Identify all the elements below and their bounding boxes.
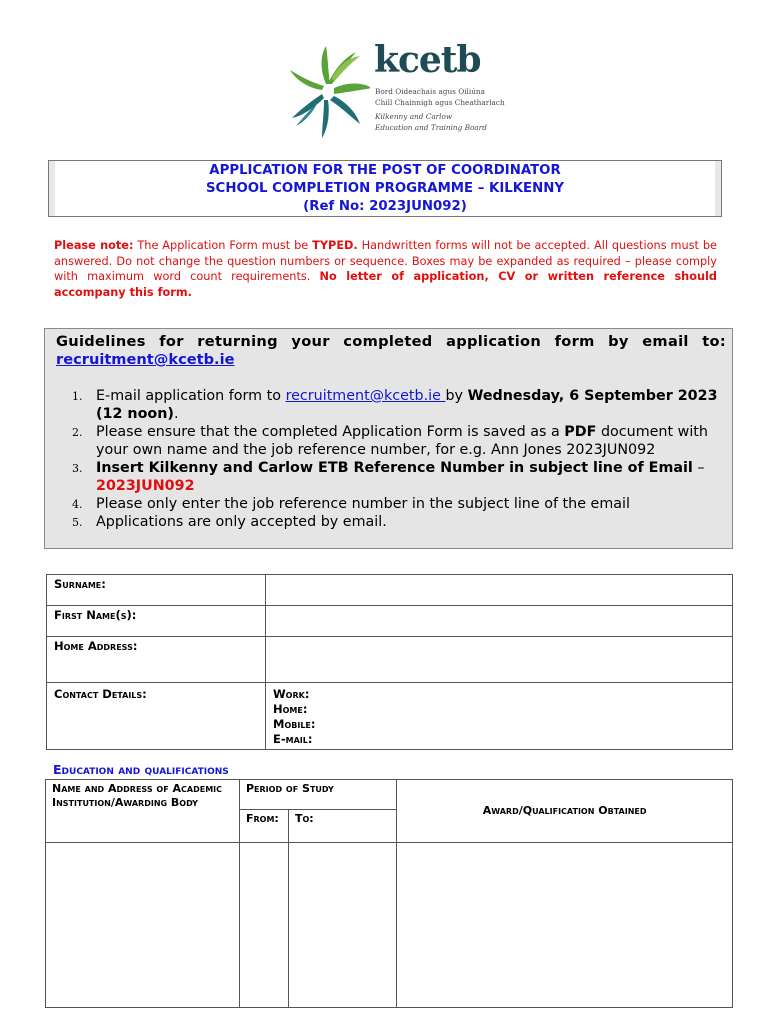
list-item: [56, 423, 732, 459]
mobile-label: Mobile:: [273, 717, 316, 731]
brand-name: kcetb: [374, 39, 481, 81]
kcetb-logo: [290, 38, 505, 142]
contact-details-field[interactable]: [266, 683, 733, 750]
note-typed: TYPED.: [312, 239, 358, 252]
home-address-label: Home Address:: [47, 637, 266, 683]
reference-number: 2023JUN092: [96, 478, 195, 494]
logo-line-3: Kilkenny and Carlow: [375, 112, 453, 121]
item-text: by: [445, 388, 468, 404]
logo-line-1: Bord Oideachais agus Oiliúna: [375, 87, 485, 96]
item-bold-text: Insert Kilkenny and Carlow ETB Reference Number in subject line of Email: [96, 460, 693, 476]
item-number: 2.: [72, 426, 83, 439]
item-number: 1.: [72, 390, 83, 403]
surname-label: Surname:: [47, 575, 266, 606]
item-number: 4.: [72, 498, 83, 511]
education-table: [45, 779, 733, 1008]
pdf-text: PDF: [564, 424, 597, 440]
education-heading: Education and qualifications: [53, 762, 229, 777]
home-address-field[interactable]: [266, 637, 733, 683]
guidelines-box: [44, 328, 733, 549]
logo-line-4: Education and Training Board: [375, 123, 487, 132]
surname-field[interactable]: [266, 575, 733, 606]
title-line-3: (Ref No: 2023JUN092): [303, 199, 467, 214]
item-text: E-mail application form to: [96, 388, 286, 404]
institution-cell[interactable]: [46, 843, 240, 1008]
title-line-1: APPLICATION FOR THE POST OF COORDINATOR: [209, 163, 561, 178]
list-item: [56, 459, 732, 495]
logo-line-2: Chill Chainnigh agus Cheatharlach: [375, 98, 505, 107]
item-text: –: [692, 460, 705, 476]
to-header: To:: [289, 810, 397, 843]
work-label: Work:: [273, 687, 310, 701]
first-names-field[interactable]: [266, 606, 733, 637]
item-number: 5.: [72, 516, 83, 529]
swirl-logo-icon: [290, 42, 370, 142]
item-number: 3.: [72, 462, 83, 475]
item-text: Please only enter the job reference number in the subject line of the email: [96, 496, 630, 512]
from-header: From:: [240, 810, 289, 843]
list-item: [56, 387, 732, 423]
home-label: Home:: [273, 702, 308, 716]
item-text: Please ensure that the completed Application Form is saved as a: [96, 424, 565, 440]
item-text: .: [173, 406, 179, 422]
title-line-2: SCHOOL COMPLETION PROGRAMME – KILKENNY: [205, 181, 565, 196]
award-header: Award/Qualification Obtained: [397, 780, 733, 843]
contact-details-label: Contact Details:: [47, 683, 266, 750]
from-cell[interactable]: [240, 843, 289, 1008]
guidelines-email-link[interactable]: recruitment@kcetb.ie: [56, 351, 235, 368]
guidelines-heading: Guidelines for returning your completed application form by email to:: [56, 333, 726, 350]
institution-header: Name and Address of Academic Institution/Awarding Body: [46, 780, 240, 843]
award-cell[interactable]: [397, 843, 733, 1008]
item-text: document with your own name and the job reference number, for e.g. Ann Jones 2023JUN092: [96, 424, 708, 458]
note-label: Please note:: [54, 239, 134, 252]
list-item: [56, 513, 732, 531]
please-note: [54, 238, 717, 300]
email-label: E-mail:: [273, 732, 313, 746]
first-names-label: First Name(s):: [47, 606, 266, 637]
guidelines-list: [56, 387, 732, 531]
note-text-2: Handwritten forms will not be accepted. All questions must be answered. Do not change the question numbers or sequence. Boxes may be expanded as required – please comply with maximum word count requirements.: [54, 239, 718, 283]
email-link[interactable]: recruitment@kcetb.ie: [285, 388, 446, 404]
note-text-1: The Application Form must be: [133, 239, 313, 252]
to-cell[interactable]: [289, 843, 397, 1008]
deadline-text: Wednesday, 6 September 2023 (12 noon): [96, 388, 718, 422]
period-header: Period of Study: [240, 780, 397, 810]
list-item: [56, 495, 732, 513]
item-text: Applications are only accepted by email.: [96, 514, 387, 530]
personal-details-table: [46, 574, 733, 750]
note-bold-end: No letter of application, CV or written reference should accompany this form.: [54, 270, 717, 299]
title-box: [48, 160, 722, 217]
